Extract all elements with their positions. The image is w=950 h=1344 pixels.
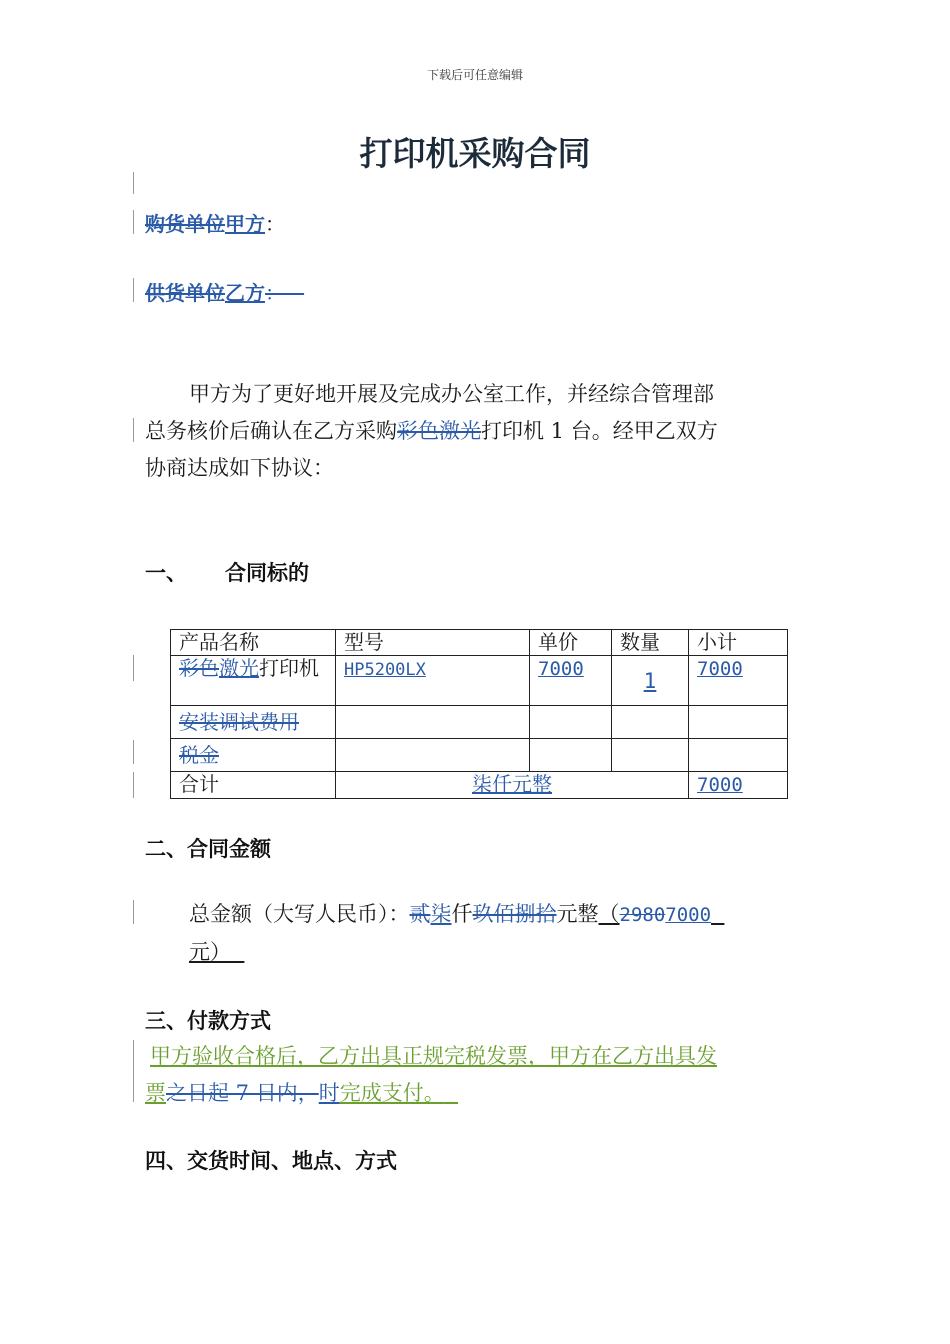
product-name-cell: 彩色激光打印机 <box>171 656 336 706</box>
change-bar <box>133 740 134 764</box>
party-a-suffix: ： <box>265 212 285 236</box>
header-cell: 小计 <box>689 630 788 656</box>
intro-line-3: 协商达成如下协议： <box>145 456 334 480</box>
subtotal-cell: 7000 <box>689 656 788 706</box>
empty-cell <box>336 706 530 739</box>
amount-line-1: 总金额（大写人民币）：贰柒仟玖佰捌拾元整（29807000 <box>189 902 712 926</box>
header-cell: 型号 <box>336 630 530 656</box>
change-bar <box>133 418 134 442</box>
document-title: 打印机采购合同 <box>359 134 591 173</box>
party-b-deleted: 供货单位 <box>145 281 225 305</box>
header-cell: 单价 <box>530 630 612 656</box>
change-bar <box>133 210 134 234</box>
payment-line-1: 甲方验收合格后，乙方出具正规完税发票，甲方在乙方出具发 <box>150 1044 717 1068</box>
change-bar <box>133 1040 134 1102</box>
empty-cell <box>336 739 530 772</box>
section-heading-3: 三、付款方式 <box>145 1009 271 1033</box>
party-b-line <box>145 277 304 306</box>
header-cell: 数量 <box>612 630 689 656</box>
empty-cell <box>530 739 612 772</box>
change-bar <box>133 772 134 798</box>
section-heading-4: 四、交货时间、地点、方式 <box>145 1149 397 1173</box>
empty-cell <box>689 706 788 739</box>
section-heading-1: 一、 合同标的 <box>145 561 309 585</box>
party-b-suffix: ： <box>265 281 285 305</box>
model-cell: HP5200LX <box>336 656 530 706</box>
change-bar <box>133 172 134 194</box>
amount-line-2: 元） <box>189 940 231 964</box>
amount-paragraph <box>189 896 809 971</box>
table-row <box>171 656 788 706</box>
product-name-cell: 税金 <box>171 739 336 772</box>
table-total-row <box>171 772 788 799</box>
intro-line-1: 甲方为了更好地开展及完成办公室工作，并经综合管理部 <box>189 382 714 406</box>
change-bar <box>133 900 134 924</box>
empty-cell <box>530 706 612 739</box>
intro-line-2: 总务核价后确认在乙方采购彩色激光打印机 1 台。经甲乙双方 <box>145 419 718 443</box>
change-bar <box>133 278 134 302</box>
quantity-cell: 1 <box>612 656 689 706</box>
party-b-inserted: 乙方 <box>225 281 265 305</box>
empty-cell <box>612 739 689 772</box>
payment-paragraph <box>145 1038 815 1112</box>
total-label-cell: 合计 <box>171 772 336 799</box>
party-a-inserted: 甲方 <box>225 212 265 236</box>
table-row <box>171 706 788 739</box>
empty-cell <box>689 739 788 772</box>
table-header-row <box>171 630 788 656</box>
party-a-deleted: 购货单位 <box>145 212 225 236</box>
table-row <box>171 739 788 772</box>
total-amount-cell: 7000 <box>689 772 788 799</box>
deleted-text: 彩色激光 <box>397 419 481 443</box>
total-words-cell: 柒仟元整 <box>336 772 689 799</box>
change-bar <box>133 655 134 681</box>
empty-cell <box>612 706 689 739</box>
payment-line-2: 票之日起 7 日内，时完成支付。 <box>145 1081 445 1105</box>
header-note: 下载后可任意编辑 <box>426 68 523 82</box>
intro-paragraph <box>145 376 810 487</box>
party-a-line <box>145 208 285 237</box>
items-table <box>170 629 788 799</box>
section-heading-2: 二、合同金额 <box>145 837 271 861</box>
header-cell: 产品名称 <box>171 630 336 656</box>
product-name-cell: 安装调试费用 <box>171 706 336 739</box>
price-cell: 7000 <box>530 656 612 706</box>
